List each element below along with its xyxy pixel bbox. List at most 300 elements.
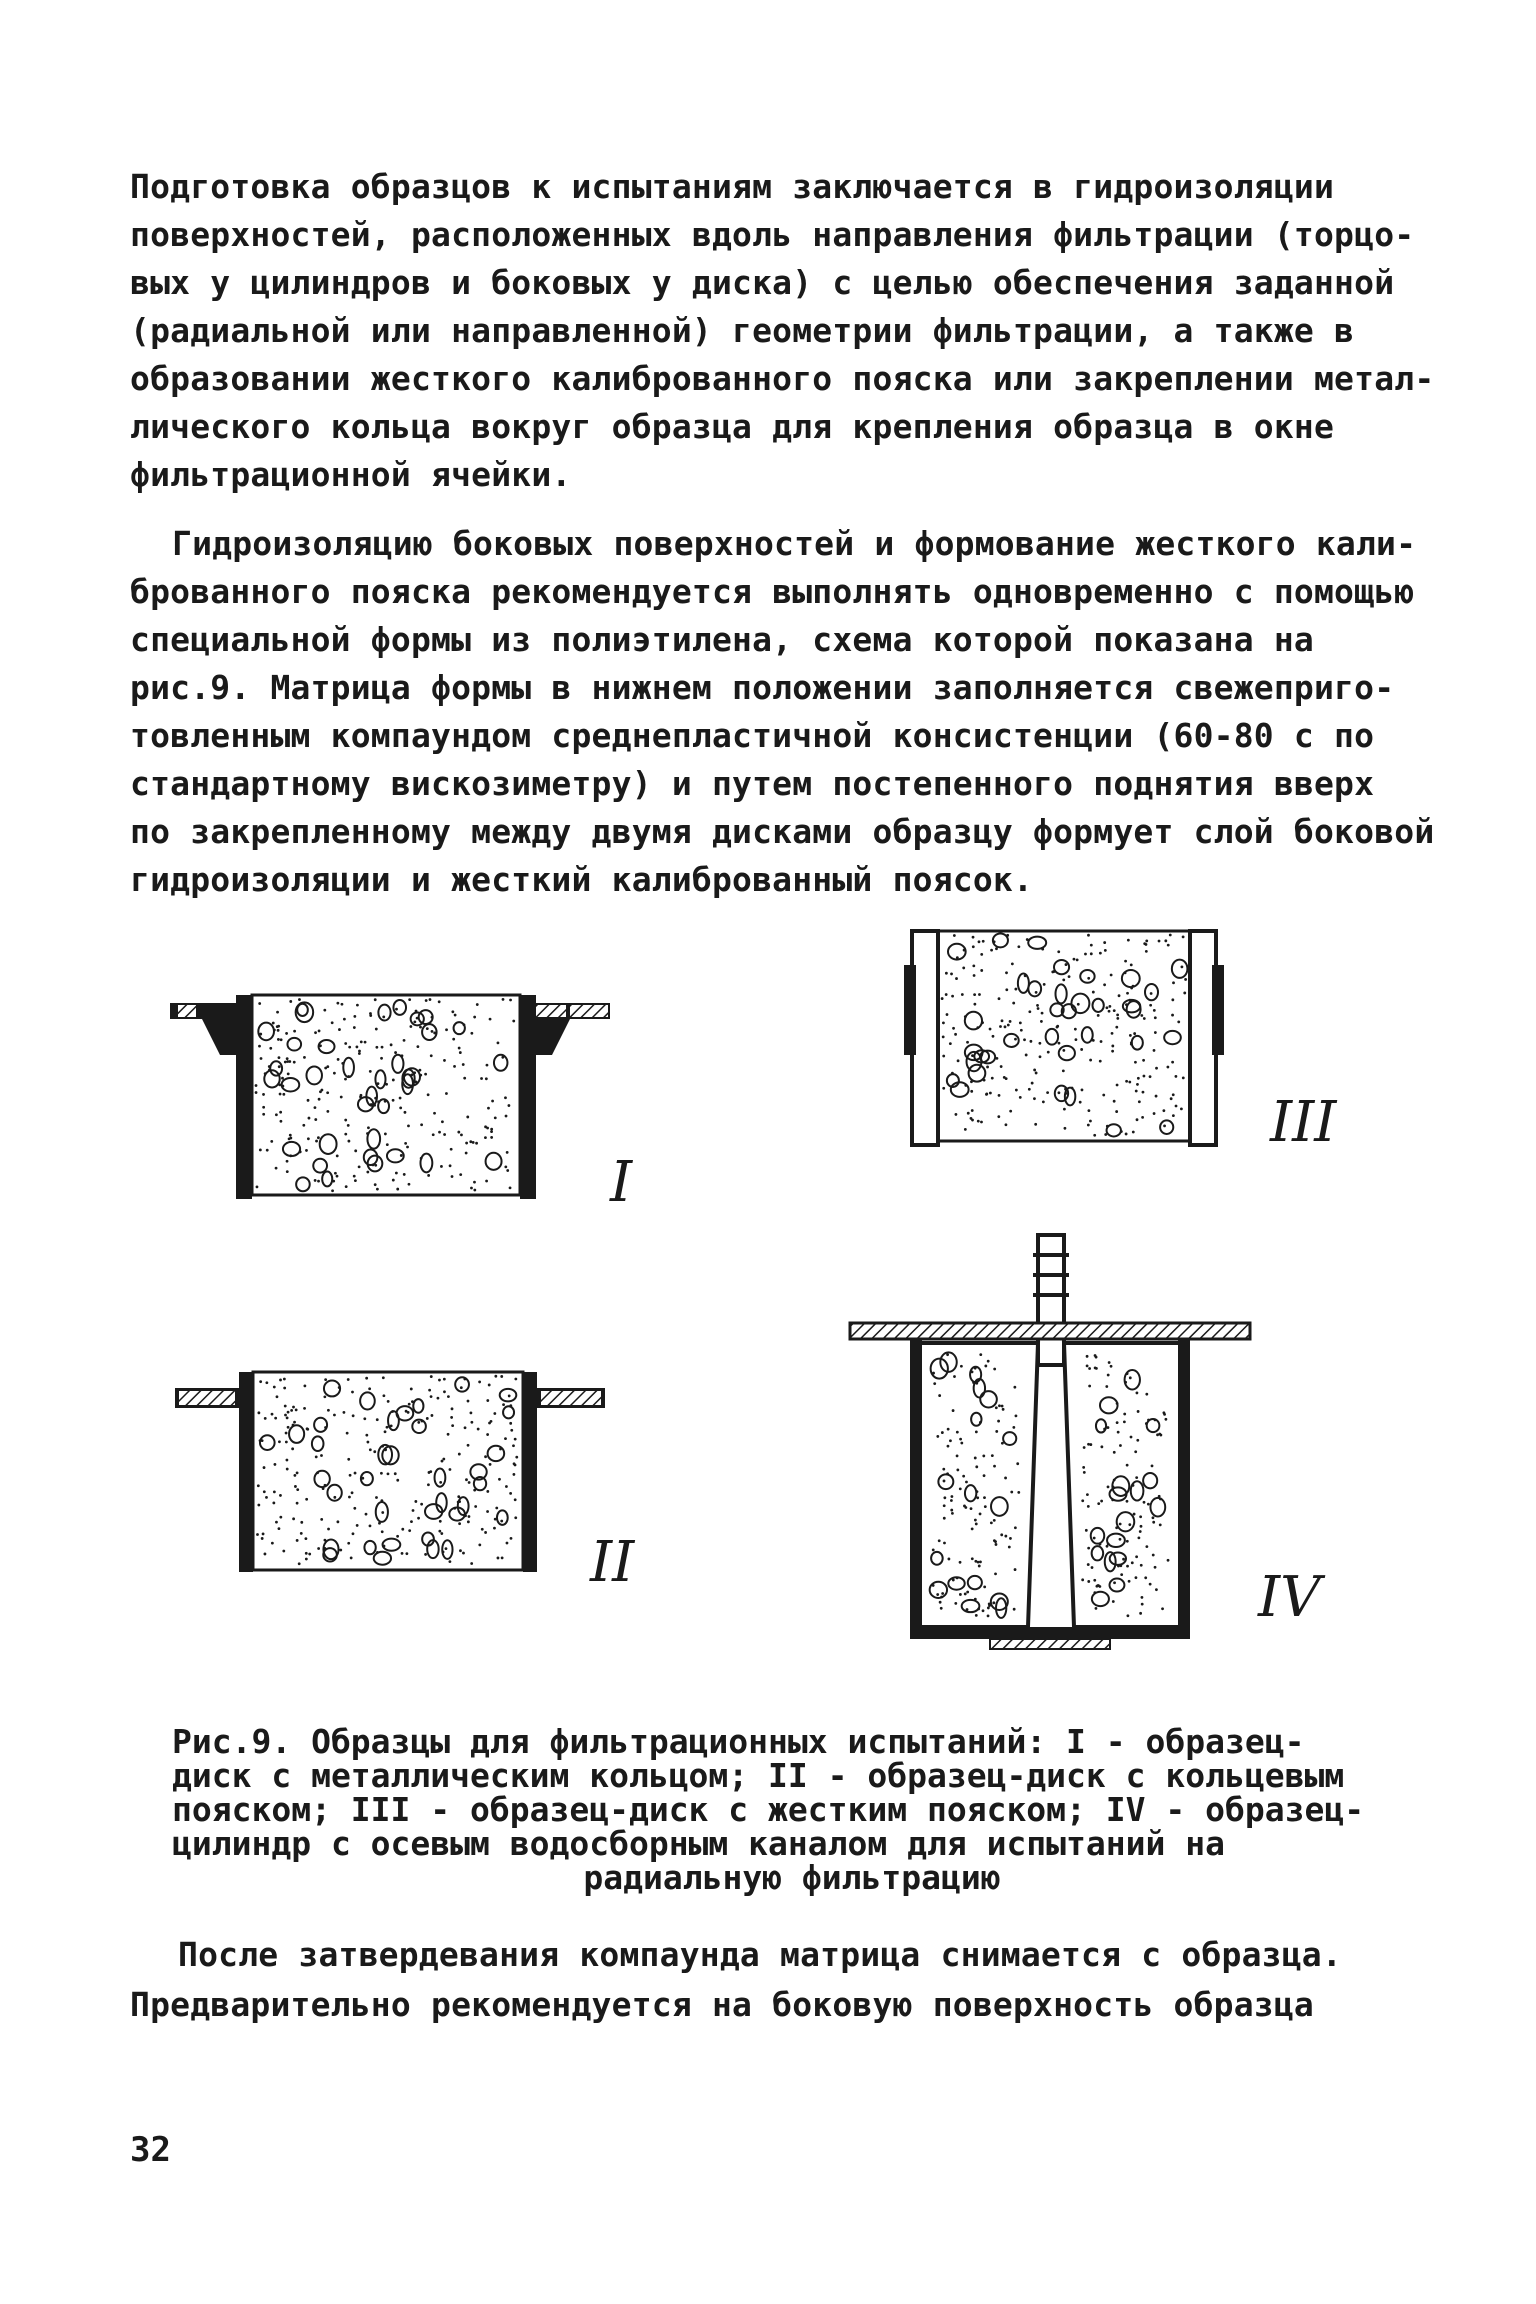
sand-dot — [955, 977, 958, 980]
ring-wall-right — [523, 1372, 537, 1572]
sand-dot — [351, 1491, 354, 1494]
sand-dot — [382, 1015, 385, 1018]
sand-dot — [364, 1041, 367, 1044]
sand-dot — [384, 1430, 387, 1433]
sand-dot — [341, 1003, 344, 1006]
sand-dot — [1099, 1060, 1102, 1063]
sand-dot — [1082, 1466, 1085, 1469]
sand-dot — [376, 1188, 379, 1191]
sand-dot — [467, 1400, 470, 1403]
sand-dot — [998, 1094, 1001, 1097]
sand-dot — [1117, 1565, 1120, 1568]
sand-dot — [1081, 1089, 1084, 1092]
sand-dot — [1154, 1566, 1157, 1569]
sand-dot — [1004, 1025, 1007, 1028]
sand-dot — [386, 1426, 389, 1429]
sand-dot — [438, 1530, 441, 1533]
sand-dot — [326, 1065, 329, 1068]
sand-dot — [1001, 1405, 1004, 1408]
sand-dot — [400, 1154, 403, 1157]
sand-dot — [932, 1548, 935, 1551]
sand-dot — [354, 1179, 357, 1182]
sand-dot — [1085, 1529, 1088, 1532]
sand-dot — [457, 1501, 460, 1504]
sand-dot — [484, 1455, 487, 1458]
sand-dot — [327, 1528, 330, 1531]
sand-dot — [261, 1537, 264, 1540]
sand-dot — [1140, 1564, 1143, 1567]
sand-dot — [1120, 1573, 1123, 1576]
sand-dot — [370, 1103, 373, 1106]
sand-dot — [1172, 1114, 1175, 1117]
sand-dot — [1128, 1523, 1131, 1526]
sand-dot — [282, 1093, 285, 1096]
sand-dot — [952, 1409, 955, 1412]
sand-dot — [1152, 1516, 1155, 1519]
sand-dot — [941, 1592, 944, 1595]
sand-dot — [429, 1470, 432, 1473]
sand-dot — [323, 1547, 326, 1550]
sand-dot — [501, 1556, 504, 1559]
sand-dot — [964, 1015, 967, 1018]
sand-dot — [382, 1394, 385, 1397]
sand-dot — [508, 1395, 511, 1398]
sand-dot — [1017, 945, 1020, 948]
sand-dot — [979, 1560, 982, 1563]
sand-dot — [1139, 1515, 1142, 1518]
sand-dot — [1113, 1581, 1116, 1584]
sand-dot — [262, 1533, 265, 1536]
sand-dot — [1024, 974, 1027, 977]
sand-dot — [336, 1520, 339, 1523]
sand-dot — [431, 1030, 434, 1033]
top-plate — [850, 1323, 1250, 1339]
sand-dot — [1028, 1010, 1031, 1013]
sand-dot — [942, 1468, 945, 1471]
sand-dot — [1149, 1004, 1152, 1007]
sand-dot — [349, 1474, 352, 1477]
sand-dot — [1011, 963, 1014, 966]
sand-dot — [1175, 1075, 1178, 1078]
text-line: фильтрационной ячейки. — [130, 455, 572, 494]
sand-dot — [465, 1478, 468, 1481]
sand-dot — [303, 1384, 306, 1387]
sand-dot — [352, 1532, 355, 1535]
sand-dot — [1126, 1464, 1129, 1467]
sand-dot — [1112, 1600, 1115, 1603]
sand-dot — [1089, 1443, 1092, 1446]
sand-dot — [1119, 1538, 1122, 1541]
sand-dot — [445, 1092, 448, 1095]
sand-dot — [514, 1516, 517, 1519]
sand-dot — [256, 1185, 259, 1188]
sand-dot — [1127, 939, 1130, 942]
sand-dot — [955, 1113, 958, 1116]
sand-dot — [1068, 975, 1071, 978]
sand-dot — [443, 1133, 446, 1136]
sand-dot — [1115, 1110, 1118, 1113]
sand-dot — [380, 1499, 383, 1502]
sand-dot — [1080, 1048, 1083, 1051]
sand-dot — [1149, 1583, 1152, 1586]
sand-dot — [960, 1365, 963, 1368]
sand-dot — [497, 1042, 500, 1045]
sand-dot — [338, 1028, 341, 1031]
sand-dot — [381, 1046, 384, 1049]
sand-dot — [491, 1100, 494, 1103]
sand-dot — [1116, 1402, 1119, 1405]
sand-dot — [959, 1438, 962, 1441]
sand-dot — [1093, 1579, 1096, 1582]
sand-dot — [460, 1133, 463, 1136]
sand-dot — [1006, 934, 1009, 937]
sand-dot — [974, 1367, 977, 1370]
sand-dot — [997, 1420, 1000, 1423]
sand-dot — [413, 1071, 416, 1074]
sand-dot — [978, 940, 981, 943]
sand-dot — [1120, 1130, 1123, 1133]
sand-dot — [987, 1607, 990, 1610]
sand-dot — [500, 1520, 503, 1523]
sand-dot — [405, 1552, 408, 1555]
sand-dot — [473, 1189, 476, 1192]
sand-dot — [259, 1033, 262, 1036]
sand-dot — [460, 1386, 463, 1389]
sand-dot — [1124, 960, 1127, 963]
figure-sample-iv — [850, 1235, 1250, 1665]
sand-dot — [962, 1475, 965, 1478]
sand-dot — [431, 1414, 434, 1417]
caption-line: Рис.9. Образцы для фильтрационных испытаний: I - образец- — [172, 1722, 1305, 1761]
text-line: (радиальной или направленной) геометрии фильтрации, а также в — [130, 311, 1355, 350]
sand-dot — [408, 998, 411, 1001]
sand-dot — [1125, 1080, 1128, 1083]
sand-dot — [1037, 1007, 1040, 1010]
sand-dot — [348, 1140, 351, 1143]
sand-dot — [1122, 1558, 1125, 1561]
sand-dot — [1135, 1555, 1138, 1558]
sand-dot — [1083, 1446, 1086, 1449]
sand-dot — [256, 1533, 259, 1536]
sand-dot — [394, 1472, 397, 1475]
sand-dot — [1180, 1107, 1183, 1110]
sand-dot — [458, 1453, 461, 1456]
sand-dot — [487, 1107, 490, 1110]
sand-dot — [1065, 963, 1068, 966]
sand-dot — [383, 1545, 386, 1548]
sand-dot — [292, 1517, 295, 1520]
sand-dot — [381, 1445, 384, 1448]
sand-dot — [971, 1557, 974, 1560]
sand-dot — [392, 1079, 395, 1082]
sand-dot — [374, 1097, 377, 1100]
sand-dot — [438, 1379, 441, 1382]
sand-dot — [1110, 1365, 1113, 1368]
sand-dot — [356, 1004, 359, 1007]
sand-dot — [972, 945, 975, 948]
sand-dot — [401, 1552, 404, 1555]
sand-dot — [322, 1487, 325, 1490]
sand-dot — [1003, 1076, 1006, 1079]
sand-dot — [1065, 1092, 1068, 1095]
sand-dot — [1093, 1134, 1096, 1137]
sand-dot — [302, 1124, 305, 1127]
sand-dot — [300, 1532, 303, 1535]
sand-dot — [961, 993, 964, 996]
sand-dot — [314, 1031, 317, 1034]
sand-dot — [504, 1437, 507, 1440]
sand-dot — [1110, 974, 1113, 977]
sand-dot — [1140, 1525, 1143, 1528]
text-line: лического кольца вокруг образца для крепления образца в окне — [130, 407, 1335, 446]
sand-dot — [977, 1608, 980, 1611]
sand-dot — [457, 1495, 460, 1498]
sand-dot — [995, 947, 998, 950]
sand-dot — [405, 1410, 408, 1413]
sand-dot — [323, 1395, 326, 1398]
sand-dot — [275, 1167, 278, 1170]
sand-dot — [983, 1496, 986, 1499]
sand-dot — [983, 1585, 986, 1588]
sand-dot — [498, 1478, 501, 1481]
sand-dot — [1087, 1505, 1090, 1508]
sand-dot — [979, 1421, 982, 1424]
sand-dot — [995, 1543, 998, 1546]
sand-dot — [320, 1454, 323, 1457]
sand-dot — [427, 1483, 430, 1486]
sand-dot — [950, 973, 953, 976]
sand-dot — [1183, 992, 1186, 995]
sand-dot — [1140, 1014, 1143, 1017]
sand-dot — [990, 1522, 993, 1525]
sand-dot — [343, 1411, 346, 1414]
sand-dot — [336, 1154, 339, 1157]
sand-dot — [1107, 1542, 1110, 1545]
sand-dot — [473, 1489, 476, 1492]
sand-dot — [1005, 988, 1008, 991]
sand-dot — [261, 1439, 264, 1442]
sand-dot — [260, 1057, 263, 1060]
sand-dot — [1086, 1493, 1089, 1496]
sand-dot — [1113, 1451, 1116, 1454]
sand-dot — [501, 1056, 504, 1059]
sand-dot — [1172, 981, 1175, 984]
sand-dot — [454, 1014, 457, 1017]
sand-dot — [1151, 1465, 1154, 1468]
sand-dot — [468, 1515, 471, 1518]
sand-dot — [376, 1551, 379, 1554]
sand-dot — [360, 1094, 363, 1097]
sand-dot — [353, 1175, 356, 1178]
sand-dot — [949, 1042, 952, 1045]
sand-dot — [463, 1077, 466, 1080]
sand-dot — [452, 1038, 455, 1041]
sand-dot — [344, 1119, 347, 1122]
sand-dot — [1064, 1127, 1067, 1130]
sand-dot — [1116, 1084, 1119, 1087]
sand-dot — [1041, 947, 1044, 950]
sand-dot — [1025, 1054, 1028, 1057]
sand-dot — [420, 1503, 423, 1506]
sand-dot — [493, 1412, 496, 1415]
sand-dot — [1129, 1376, 1132, 1379]
sand-dot — [274, 1463, 277, 1466]
sand-dot — [1143, 1501, 1146, 1504]
sand-dot — [462, 1063, 465, 1066]
sand-dot — [273, 1490, 276, 1493]
sand-dot — [951, 995, 954, 998]
text-line: поверхностей, расположенных вдоль направления фильтрации (торцо- — [130, 215, 1415, 254]
sand-dot — [270, 1140, 273, 1143]
sand-dot — [273, 1029, 276, 1032]
sand-dot — [1100, 1040, 1103, 1043]
sand-dot — [497, 1557, 500, 1560]
sand-dot — [1152, 1521, 1155, 1524]
sand-dot — [993, 1519, 996, 1522]
sand-dot — [1004, 1477, 1007, 1480]
text-line: гидроизоляции и жесткий калиброванный поясок. — [130, 860, 1034, 899]
sand-dot — [332, 1180, 335, 1183]
sand-dot — [1106, 1545, 1109, 1548]
sand-dot — [428, 1389, 431, 1392]
sand-dot — [964, 1506, 967, 1509]
sand-dot — [315, 1140, 318, 1143]
sand-dot — [1086, 1355, 1089, 1358]
sand-dot — [437, 1397, 440, 1400]
sand-dot — [515, 1456, 518, 1459]
sand-dot — [303, 1407, 306, 1410]
sand-dot — [979, 1353, 982, 1356]
sand-dot — [991, 1077, 994, 1080]
sand-dot — [1107, 1426, 1110, 1429]
sand-dot — [1097, 1502, 1100, 1505]
sand-dot — [284, 1405, 287, 1408]
sand-dot — [1104, 949, 1107, 952]
sand-dot — [333, 1072, 336, 1075]
sand-dot — [1030, 1040, 1033, 1043]
sand-dot — [959, 1487, 962, 1490]
sand-dot — [1147, 1503, 1150, 1506]
sand-dot — [415, 1010, 418, 1013]
sand-dot — [285, 1032, 288, 1035]
sand-dot — [367, 1441, 370, 1444]
sand-dot — [269, 1047, 272, 1050]
caption-line: пояском; III - образец-диск с жестким пояском; IV - образец- — [172, 1790, 1365, 1829]
sand-dot — [959, 1593, 962, 1596]
sand-dot — [987, 1360, 990, 1363]
sand-dot — [991, 1454, 994, 1457]
sand-dot — [950, 1509, 953, 1512]
sand-dot — [939, 1601, 942, 1604]
sand-dot — [353, 1026, 356, 1029]
sand-dot — [1131, 1561, 1134, 1564]
sand-dot — [1071, 1006, 1074, 1009]
sand-dot — [326, 1091, 329, 1094]
sand-dot — [453, 1507, 456, 1510]
sand-dot — [1034, 1123, 1037, 1126]
sand-dot — [262, 1093, 265, 1096]
sand-dot — [464, 1514, 467, 1517]
sand-dot — [1152, 1554, 1155, 1557]
sand-dot — [1077, 1003, 1080, 1006]
sand-dot — [365, 1513, 368, 1516]
sample-body-right — [1064, 1343, 1180, 1627]
figure-label-iii: III — [1270, 1090, 1337, 1155]
sand-dot — [307, 1099, 310, 1102]
sand-dot — [406, 1146, 409, 1149]
sand-dot — [943, 1504, 946, 1507]
sand-dot — [407, 1124, 410, 1127]
sand-dot — [365, 1434, 368, 1437]
sand-dot — [358, 1052, 361, 1055]
sand-dot — [386, 1143, 389, 1146]
sand-dot — [1126, 1540, 1129, 1543]
sand-dot — [1167, 1559, 1170, 1562]
sand-dot — [1015, 1089, 1018, 1092]
sand-dot — [306, 1427, 309, 1430]
sand-dot — [258, 1045, 261, 1048]
sand-dot — [999, 1025, 1002, 1028]
sand-dot — [390, 1043, 393, 1046]
sand-dot — [1058, 1042, 1061, 1045]
sand-dot — [933, 1382, 936, 1385]
sand-dot — [308, 1553, 311, 1556]
sand-dot — [943, 1542, 946, 1545]
sand-dot — [486, 1064, 489, 1067]
text-line: После затвердевания компаунда матрица снимается с образца. — [178, 1935, 1342, 1974]
sand-dot — [1087, 934, 1090, 937]
sand-dot — [1119, 1444, 1122, 1447]
sand-dot — [1135, 1090, 1138, 1093]
sand-dot — [954, 1033, 957, 1036]
sand-dot — [458, 1522, 461, 1525]
sand-dot — [382, 1376, 385, 1379]
sand-dot — [255, 1091, 258, 1094]
sand-dot — [344, 1042, 347, 1045]
text-line: стандартному вискозиметру) и путем постепенного поднятия вверх — [130, 764, 1375, 803]
sand-dot — [448, 1560, 451, 1563]
sand-dot — [377, 1100, 380, 1103]
sand-dot — [1124, 971, 1127, 974]
sand-dot — [1087, 1547, 1090, 1550]
sand-dot — [259, 1380, 262, 1383]
sand-dot — [1090, 944, 1093, 947]
sand-dot — [1153, 1009, 1156, 1012]
sand-dot — [292, 1424, 295, 1427]
sand-dot — [374, 1183, 377, 1186]
sand-dot — [943, 1496, 946, 1499]
sand-dot — [465, 1142, 468, 1145]
sand-dot — [358, 1050, 361, 1053]
sand-dot — [1164, 939, 1167, 942]
sand-dot — [341, 1062, 344, 1065]
sand-dot — [956, 1454, 959, 1457]
sand-dot — [490, 1128, 493, 1131]
sand-dot — [1128, 1081, 1131, 1084]
sand-dot — [1041, 1012, 1044, 1015]
sand-dot — [514, 1378, 517, 1381]
sand-dot — [356, 1046, 359, 1049]
sand-dot — [1014, 1526, 1017, 1529]
sand-dot — [966, 1608, 969, 1611]
sand-dot — [373, 1450, 376, 1453]
sand-dot — [366, 1132, 369, 1135]
sand-dot — [290, 1409, 293, 1412]
sand-dot — [396, 1535, 399, 1538]
sand-dot — [1017, 1491, 1020, 1494]
sand-dot — [499, 1448, 502, 1451]
sand-dot — [949, 1439, 952, 1442]
